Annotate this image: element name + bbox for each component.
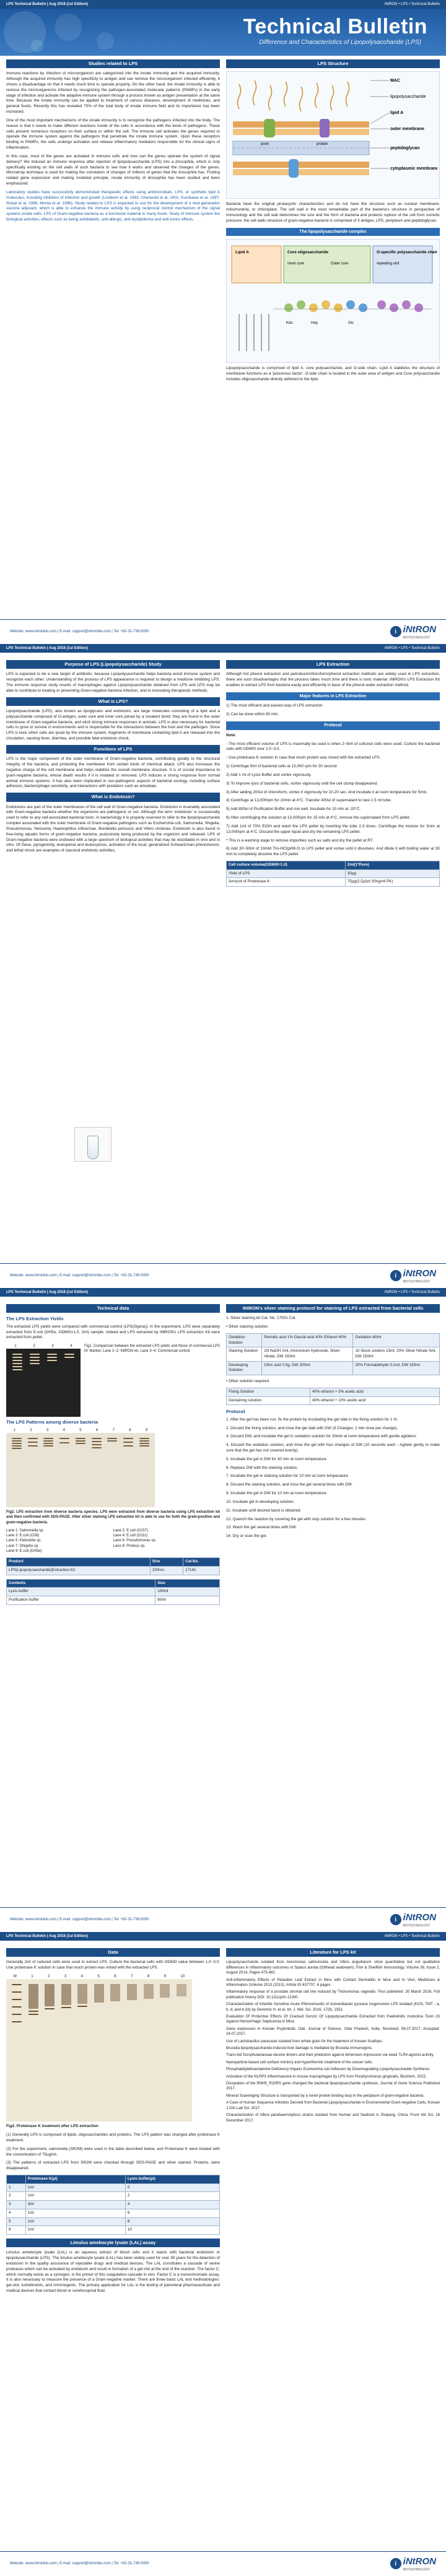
section-heading: Studies related to LPS xyxy=(6,59,220,68)
lps-label-inner-core: Inner core xyxy=(287,262,305,266)
lps-complex-drawing xyxy=(227,240,437,363)
product-box xyxy=(74,1127,112,1162)
p4-columns xyxy=(6,1948,440,2297)
yield-table: Cell culture volume(OD600=1.0) 2ml(1*Pure) Yield of LPS 30µg Amount of Proteinase K 75µg(2.5µl)of 30ng/ml PK) xyxy=(226,861,440,887)
intron-logo: i iNtRON BIOTECHNOLOGY xyxy=(390,624,436,641)
section-heading: LPS Structure xyxy=(226,59,440,68)
paragraph: Lipopolysaccharide (LPS), also known as lipoglycans and endotoxin, are large molecules consisting of a lipid and a polysaccharide composed of O-antigen, outer core and inner core joined by a covalent bond; they are found in the outer membrane of Gram-negative bacteria, and elicit strong immune responses in animals. LPS is also necessary for bacterial cells to grow or survive in environments and is responsible for the interactions between the host and the pathogen. Since LPS is toxic when cells are lysed by the immune system, fragments of membrane containing lipid A are released into the circulation, causing fever, diarrhea, and possible fatal endotoxic shock. xyxy=(6,709,220,741)
p1-right xyxy=(226,59,440,386)
product-table: Product Size Cat.No. LPS(Lipopolysaccharide)Extraction Kit 100rxn 17141 xyxy=(6,1557,220,1575)
section-heading: LPS Extraction xyxy=(226,660,440,669)
membrane-drawing xyxy=(227,72,437,199)
lps-label-repeat: repeating unit xyxy=(377,262,400,266)
section-heading: Functions of LPS xyxy=(6,745,220,754)
lps-label-o-chain: O-specific polysaccharide chain xyxy=(377,250,437,255)
paragraph: One of the most important mechanisms of the innate immunity is to recognize the pathogens infected into the body. The reason is that it needs to make different reactions inside of the cells in accordance with the kinds of pathogens. These cells present numerous receptors on their surface or within the cell. The immune cell activates the genes required to operate the immune system against the pathogens that penetrate the innate immune system. Upon these receptors binding to PAMPs, the cells undergo activation and release inflammatory mediators responsible for the clinical signs of inflammation. xyxy=(6,118,220,150)
bulletin-title: Technical Bulletin xyxy=(243,15,427,38)
lps-label-outer-core: Outer core xyxy=(331,262,349,266)
section-heading: Limulus amebocyte lysate (LAL) assay xyxy=(6,2239,220,2247)
lps-complex-heading: The lipopolysaccharide complex xyxy=(226,228,440,237)
other-solution-table: Fixing Solution 40% ethanol + 5% acetic acid Destaining solution 40% ethanol + 10% acetic acid xyxy=(226,1388,440,1405)
section-heading: Technical data xyxy=(6,1304,220,1313)
p3-left: Technical data The LPS Extraction Yields The extracted LPS yields were compared with commercial control (LPS(Sigma)). In the experiment, LPS were separately extracted from E.coli (DH5α, OD600=1.0, 2ml) sample. Indeed and LPS extracted by iNtRON's LPS extraction Kit were extracted from pellet. 1 2 3 4 Fig1. Comparison between the extracted LPS yields and those of commercial LPS M: Marker, Lane 1~2: iNtRON kit, Lane 3~4: Commercial control. The LPS Patterns among diverse bacteria 1 2 3 4 5 6 7 8 9 Fig2. LPS extraction from diverse bacteria species. LPS were extracted from diverse bacteria using LPS extraction kit and then confirmed with SDS-PAGE. After silver staining LPS extraction kit is able to use for both the gram-positive and gram-negative bacteria. Lane 1: Salmonella sp. Lane 2: E.coli (O157) Lane 3: E.coli (O26) Lane 4: E.coli (O111) Lane 5: Klebsiella sp. Lane 6: Pseudomonas sp. Lane 7: Shigella sp. Lane 8: Proteus sp. Lane 9: E.coli (DH5α) Product Size Cat.No. LPS(Lipopolysaccharide)Extraction Kit 100rxn 17141 Contents Size Lysis buffer 100ml Purification buffer 80ml xyxy=(6,1304,220,1605)
section-heading: iNtRON's silver staining protocol for staining of LPS extracted from bacterial cells xyxy=(226,1304,440,1313)
lps-complex-diagram xyxy=(226,239,440,363)
p1-columns xyxy=(6,59,440,386)
label-peptidoglycan: peptidoglycan xyxy=(390,146,420,151)
paragraph: Immune reactions by infection of microorganism are categorized into the innate immunity and the acquired immunity. Although the acquired immunity has high specificity to antigen and can remove the microorganism infected efficiently, it shows a disadvantage on that it needs much time to operate properly. On the other hand, the innate immunity is able to remove the microorganisms infected by recognizing the pathogen-associated molecular patterns (PAMPs) in the early stage of infection and activate the adaptive immune system through a process known as antigen presentation at the same time. Because the innate immunity can be applied to treatment of various diseases, development of medicines, and general foods. Recently this has revealed 70% of the total body of innate immune field and its importance has been increased. xyxy=(6,71,220,115)
top-bar: LPS Technical Bulletin | Aug 2018 (1st Edition) iNtRON • LPS • Technical Bulletin xyxy=(0,644,446,653)
p3-columns xyxy=(6,1304,440,1605)
silver-solution-table: Oxidation Solution Periodic acid 1% Glacial acid 40% Ethanol 40% Oxidation 60ml Staining Solution 1N NaOH 2ml, Ammonium hydroxide, Silver nitrate, DW 150ml 10 Stock solution 15ml, 20% Silver Nitrate 5ml, DW 150ml Developing Solution Citric acid 0.5g, DW 200ml 20% Formaldehyde 0.1ml, DW 150ml xyxy=(226,1333,440,1375)
label-lps: lipopolysaccharide xyxy=(390,95,426,100)
paragraph: Endotoxins are part of the outer membranes of the cell wall of Gram-negative bacteria. Endotoxin is invariably associated with Gram-negative bacteria whether the organisms are pathogenic or not. Although the term 'endotoxin' is occasionally used to refer to any cell-associated bacterial toxin, in bacteriology it is properly reserved to refer to the lipopolysaccharide complex associated with the outer membrane of Gram-negative pathogens such as Escherichia coli, Salmonella, Shigella, Pseudomonas, Neisseria, Haemophilus influenzae, Bordetella pertussis and Vibrio cholerae. Endotoxin is also found in free-living aquatic forms of gram-negative bacteria, purposively being produced by the organism and released. LPS of Gram-negative bacteria were endowed with a large spectrum of biological activities that may be elucidated in vivo and in vitro. Of these, pyrogenicity, leukopenia and leukocytosis, activation of the local, generalized Schwartzman phenomenon, and lethal shock are examples of classical endotoxic activities. xyxy=(6,804,220,853)
page-1 xyxy=(0,0,446,644)
section-heading: What is LPS? xyxy=(6,697,220,706)
label-outer-membrane: outer membrane xyxy=(390,127,424,132)
section-heading: Major features in LPS Extraction xyxy=(226,692,440,701)
p1-left xyxy=(6,59,220,386)
p2-columns xyxy=(6,660,440,887)
cell-wall-diagram xyxy=(226,71,440,199)
outer-membrane-top xyxy=(233,121,369,128)
top-bar: LPS Technical Bulletin | Aug 2018 (1st Edition) iNtRON • LPS • Technical Bulletin xyxy=(0,0,446,9)
label-protein: protein xyxy=(317,142,328,147)
page-4 xyxy=(0,1932,446,2576)
section-heading: Protocol xyxy=(226,721,440,730)
lps-chains xyxy=(238,80,349,111)
protein-shape xyxy=(320,119,330,137)
page-2 xyxy=(0,644,446,1288)
paragraph: Although hot phenol extraction and petroleum/chloroform/phenol extraction methods are widely used in LPS extraction, there are such disadvantages that the process takes much time and there is toxic material. iNtRON's LPS Extraction Kit enables to extract LPS from bacteria easily and efficiently in base of the phenol-water extraction method. xyxy=(226,672,440,687)
lps-label-hep: Hep xyxy=(311,321,318,326)
lps-label-kdo: Kdo xyxy=(286,321,293,326)
top-bar: LPS Technical Bulletin | Aug 2018 (1st Edition) iNtRON • LPS • Technical Bulletin xyxy=(0,1932,446,1941)
yield-gel-image xyxy=(6,1349,81,1417)
label-mac: MAC xyxy=(390,79,400,84)
peptidoglycan-layer xyxy=(233,141,369,155)
proteinase-table: Proteinase K(µl) Lysis buffer(µl) 1 1ml 0 2 1ml 2 3 3ml 4 4 1ml 6 5 1ml 8 6 1ml 10 xyxy=(6,2175,220,2235)
label-porin: porin xyxy=(261,142,269,147)
section-heading: Data xyxy=(6,1948,220,1957)
p4-left: Data Generally 2ml of cultured cells were used to extract LPS. Culture the bacterial cells with OD600 value between 1.0~3.0. Use proteinase K solution in case that much protein was mixed with the extracted LPS. M 1 2 3 4 5 6 7 8 9 10 Fig2. Proteinase K treatment after LPS extraction (1) Generally LPS is composed of lipids, oligosaccharides and proteins. The LPS pattern was changed after proteinase K treatment. (2) For the experiment, salmonella (SR2M) were used in the table described below, and Proteinase K were treated with the concentration of 75ug/ml. (3) The patterns of extracted LPS from SR2M were checked through SDS-PAGE and silver stained. Proteins, were disappeared. Proteinase K(µl) Lysis buffer(µl) 1 1ml 0 2 1ml 2 3 3ml 4 4 1ml 6 5 1ml 8 6 1ml 10 Limulus amebocyte lysate (LAL) assay Limulus amebocyte lysate (LAL) is an aqueous extract of blood cells and it reacts with bacterial endotoxin or lipopolysaccharide (LPS). The limulus amebocyte lysate (LAL) has been widely used for over 30 years for the detection of endotoxin in the quality assurance of injectable drugs and medical devices. The LAL constitutes a cascade of serine proteases which can be activated by endotoxin and result in formation of a gel clot at the end of the reaction. The factor C, which normally exists as a zymogen, is the primer of this coagulation cascade in vivo. Factor C is a monochromatic assay. It is also necessary to measure the presence of a Gram-negative marker. There are three basic LAL test methodologies: gel-clot, turbidimetric, and chromogenic. The primary application for LAL is the testing of parenteral pharmaceuticals and medical devices that contact blood or cerebrospinal fluid. xyxy=(6,1949,220,2294)
footer: Website: www.intronbio.com | E-mail: support@intronbio.com | Tel: +82-31-739-5000 i iNtRON BIOTECHNOLOGY xyxy=(0,2551,446,2576)
banner xyxy=(0,9,446,56)
paragraph: LPS is expected to be a new target of antibiotic, because Lipopolysaccharide helps bacteria avoid immune system and recognize each other. Understanding of the process of LPS appearance is required to design a medicine inhibiting LPS. The immune response study results of macrophages against Lipopolysaccharide obtained from LPS and LPS may be able to contribute to treating or preventing Gram-negative bacteria infection, and to innovating therapeutic methods. xyxy=(6,672,220,693)
sugar-chain xyxy=(284,300,423,312)
lps-label-lipid-a: Lipid A xyxy=(235,250,249,255)
p2-left xyxy=(6,660,220,887)
contents-table: Contents Size Lysis buffer 100ml Purification buffer 80ml xyxy=(6,1579,220,1605)
label-cytoplasmic: cytoplasmic membrane xyxy=(390,167,437,172)
lps-label-glc: Glc xyxy=(348,321,354,326)
intron-logo: i iNtRON BIOTECHNOLOGY xyxy=(390,2556,436,2573)
footer: Website: www.intronbio.com | E-mail: support@intronbio.com | Tel: +82-31-739-5000 i iNtRON BIOTECHNOLOGY xyxy=(0,1907,446,1932)
p4-right: Literature for LPS kit Lipopolysaccharide isolated from Aeromonas salmonicida and Vibrio anguillarum show quantitative but not qualitative differences in inflammatory outcomes in Sparus aurata (Gilthead seabream), Fish & Shellfish Immunology, Volume 39, Issue 2, August 2014, Pages 475-482. Anti-inflammatory Effects of Petasites Leaf Extract in Mice with Contact Dermatitis in Mice and In Vivo, Medicines & Inflammation (Volume 2013 (2013), Article ID 637707, 6 pages. Inflammatory response of a prostate stromal cell line induced by Trichomonas vaginalis. First published: 30 March 2016, Full publication history DOI: 10.1111/pim.12300. Characterization of Infantile Sensitive Acute Rhinosinusitis of Acinetobacter pyocera Isogenomes LPS isolated (KGS, TMT - a, b, d, and b-2d) by Genomic H. et al. Int. J. Mol. Sci. 2016, 17(9), 1551. Evaluation Of Protective Effects Of Cracked Gonzic Of Lipopolysaccharide Extracted from Paeboinitis muloclina Toxin 23 Against Hemorrhagic Septicemia in Mice. Gene expression in Korean Psylenbold, Oak. Journal of Science, Uttar Pradesh, India; Received: 06.07.2017; Accepted: 24.07.2017. Use of Lactobacillus paracasei isolated from whole grain for the treatment of Korean Scallops. Bruceila lipopolysaccharide-induced liver damage is mediated by Bruceila immunogens. Trans-kid Scrophulariaceae-elusive drivers and their protection against dimension impression via weak TLR4 agonist activity. Nanoparticle-based cell-surface mimicry and hyperthermic treatment of the cancer cells. Phosphatidylethanolamine Deficiency Impairs Escherichia coli Adhesion by Downregulating Lipopolysaccharide Synthesis. Activation of the NLRP3 inflammasome in mouse macrophages by LPS from Porphyromonas gingivalis, Biochem. 2015. Dissipation of the RNH5_R20RS gene changed the bacterial lipopolysaccharide synthesis, Journal of Gene Science Published 2017. Mineral Scavenging Structure is transported by a novel protein binding loop in the periplasm of gram-negative bacteria. A Case of Human Sequence Infection Dervied from Bacterial Lipopolysaccharide in Environmental Gram-negative Cells, Korean J Clin Lab Sci. 2017. Characterization of Vibrio parahaemolyticus strains isolated from Human and Seafood in Zhejiang, China, Front Vet Sci, 16 December 2017. xyxy=(226,1949,440,2123)
paragraph: Laboratory studies have successfully demonstrated therapeutic effects using antimicrobials, LPS, or synthetic lipid A molecules, including inhibition of infection and growth (Lindbom et al. 1993; Chenwold et al. 2001; Kurokawa et al. 1997; Sinkai et al. 1996; Monta et al. 1996). Study related to LPS is expected to use for the development of a next-generation vaccine adjuvant, which is able to enhance the immune activity by using reciprocal control mechanism of the signal systems inside cells. LPS of Gram-negative bacteria as a functional material in many foods. Study of immune system the biological activities, effects such as being antidiabetic, anti-allergic, anti-dyslipidemia and anti-tumor effects. xyxy=(6,189,220,222)
section-heading: Purpose of LPS (Lipopolysaccharide) Study xyxy=(6,660,220,669)
label-lipid-a: lipid A xyxy=(390,111,404,116)
footer: Website: www.intronbio.com | E-mail: support@intronbio.com | Tel: +82-31-739-5000 i iNtRON BIOTECHNOLOGY xyxy=(0,1263,446,1288)
p3-right: iNtRON's silver staining protocol for staining of LPS extracted from bacterial cells 1. Silver staining kit Cat. No. 17501 Cat. • Silver staining solution Oxidation Solution Periodic acid 1% Glacial acid 40% Ethanol 40% Oxidation 60ml Staining Solution 1N NaOH 2ml, Ammonium hydroxide, Silver nitrate, DW 150ml 10 Stock solution 15ml, 20% Silver Nitrate 5ml, DW 150ml Developing Solution Citric acid 0.5g, DW 200ml 20% Formaldehyde 0.1ml, DW 150ml • Other solution required Fixing Solution 40% ethanol + 5% acetic acid Destaining solution 40% ethanol + 10% acetic acid Protocol 1. After the gel has been run, fix the protein by incubating the gel slab in the fixing solution for 1 hr. 2. Discard the fixing solution, and rinse the gel slab with DW (3 Changes; 1 min rinse per change). 3. Discard DW, and incubate the gel in oxidation solution for 20min at room temperature with gentle agitation. 4. Discard the oxidation solution, and rinse the gel with four changes of DW (10 seconds each - Agitate gently to make sure that the gel has not covered evenly). 5. Incubate the gel in DW for 30 min at room temperature. 6. Replace DW with the staining solution. 7. Incubate the gel in staining solution for 10 min at room temperature. 8. Discard the staining solution, and rinse the gel several times with DW. 9. Incubate the gel in DW for 10 min at room temperature. 10. Incubate gel in developing solution. 11. Incubate until desired band is obtained. 12. Quench the reaction by covering the gel with stop solution for a few minutes. 13. Wash the gel several times with DW. 14. Dry or scan the gel. xyxy=(226,1305,440,1539)
top-bar: LPS Technical Bulletin | Aug 2018 (1st Edition) iNtRON • LPS • Technical Bulletin xyxy=(0,1288,446,1297)
proteinase-gel-image xyxy=(6,1979,192,2121)
intron-logo: i iNtRON BIOTECHNOLOGY xyxy=(390,1912,436,1929)
porin-shape xyxy=(264,119,275,137)
section-heading: What is Endotoxin? xyxy=(6,793,220,801)
paragraph: Bacteria have the original prokaryotic characteristics and do not have the structure such as nuclear membrane, mitochondria, or chloroplast. The cell wall is the most remarkable part of the bacteria's structure in perspective of immunology and the cell wall determines the size and the form of bacteria and protects rupture of the cell from osmotic pressure; the cell walls structure of gram-negative bacteria is comprised of 3 antigen, LPS, periplasm and peptidoglycan. xyxy=(226,202,440,223)
kit-product-photo xyxy=(74,1127,112,1162)
p2-right: LPS Extraction Although hot phenol extraction and petroleum/chloroform/phenol extraction methods are widely used in LPS extraction, there are such disadvantages that the process takes much time and there is toxic material. iNtRON's LPS Extraction Kit enables to extract LPS from bacteria easily and efficiently in base of the phenol-water extraction method. Major features in LPS Extraction 1) The most efficient and easiest way of LPS extraction 2) Can be done within 60 min. Protocol Note: - The most efficient volume of LPS is maximally be used is when 2~5ml of cultured cells were used. Culture the bacterial cells with OD600 over 2.0~3.0. - Use proteinase K solution in case that much protein was mixed with the extracted LPS. 1) Centrifuge 5ml of bacterial cells at 13,000 rpm for 30 second. 2) Add 1 ml of Lysis Buffer and vortex vigorously. 3) To improve lysis of bacterial cells, vortex vigorously until the cell clump disappeared. 3) After adding 200ul of chloroform, vortex it vigorously for 10-20 sec. And incubate it at room temperature for 5min. 4) Centrifuge at 13,000rpm for 10min at 4°C. Transfer 400ul of supernatant to new 1.5 ml tube. 5) Add 800ul of Purification Buffer and mix well. Incubate for 10 min at -20°C. 6) After centrifuging the solution at 13,000rpm for 15 min at 4°C, remove the supernatant from LPS pellet. 7) Add 1ml of 70% EtOH and wash the LPS pellet by inverting the tube 2-3 times. Centrifuge the mixture for 3min at 13,000rpm at 4°C. Discard the upper liquid and dry the remaining LPS pellet. * This is a washing stage to remove impurities such as salts and dry the pellet at RT. 8) Add 30~50ml of 10mM Tris-HCl(pH8.0) to LPS pellet and vortex until it dissolves. And dilute it with boiling water at 30 min to completely dissolve the LPS pellet. Cell culture volume(OD600=1.0) 2ml(1*Pure) Yield of LPS 30µg Amount of Proteinase K 75µg(2.5µl)of 30ng/ml PK) xyxy=(226,660,440,887)
bulletin-subtitle: Difference and Characteristics of Lipopolysaccharide (LPS) xyxy=(259,39,421,46)
bacteria-gel-image xyxy=(6,1433,155,1507)
section-heading: Literature for LPS kit xyxy=(226,1948,440,1957)
paragraph: LPS is the major component of the outer membrane of Gram-negative bacteria, contributing greatly to the structural integrity of the bacteria, and protecting the membrane from certain kinds of chemical attack. LPS also increases the negative charge of the cell membrane and helps stabilize the overall membrane structure. It is of crucial importance to gram-negative bacteria, whose death results if it is mutated or removed. LPS induces a strong response from normal animal immune systems. It has also been implicated in non-pathogenic aspects of bacterial ecology, including surface adhesion, bacteriophage sensitivity, and interactions with predators such as amoebae. xyxy=(6,757,220,789)
paragraph: In this case, most of the genes are activated in immune cells and how can the genes operate the system of signal delivery? We induced an immune response after injection of lipopolysaccharide (LPS) into a drosophila, which is only specifically existing on the cell walls of such bacteria to see how it works and observed the changes of the genes. Microarray technique is used for making the correlation of changes of millions of genes that the drosophila has. Finding related gene expression and making modeled principle, innate immunity of drosophila has been studied and been emphasized. xyxy=(6,154,220,186)
paragraph: Lipopolysaccharide is comprised of lipid A, core polysaccharide, and O-side chain. Lipid A stabilizes the structure of membrane functions as a 'poisonous factor'. O-side chain is located in the outer area of antigen and Core polysaccharide includes oligosaccharide directly adhered to the lipid. xyxy=(226,366,440,381)
lps-label-core: Core oligosaccharide xyxy=(287,250,329,255)
intron-logo: i iNtRON BIOTECHNOLOGY xyxy=(390,1268,436,1285)
footer: Website: www.intronbio.com | E-mail: support@intronbio.com | Tel: +82-31-739-5000 i iNtRON BIOTECHNOLOGY xyxy=(0,619,446,644)
page-3 xyxy=(0,1288,446,1932)
